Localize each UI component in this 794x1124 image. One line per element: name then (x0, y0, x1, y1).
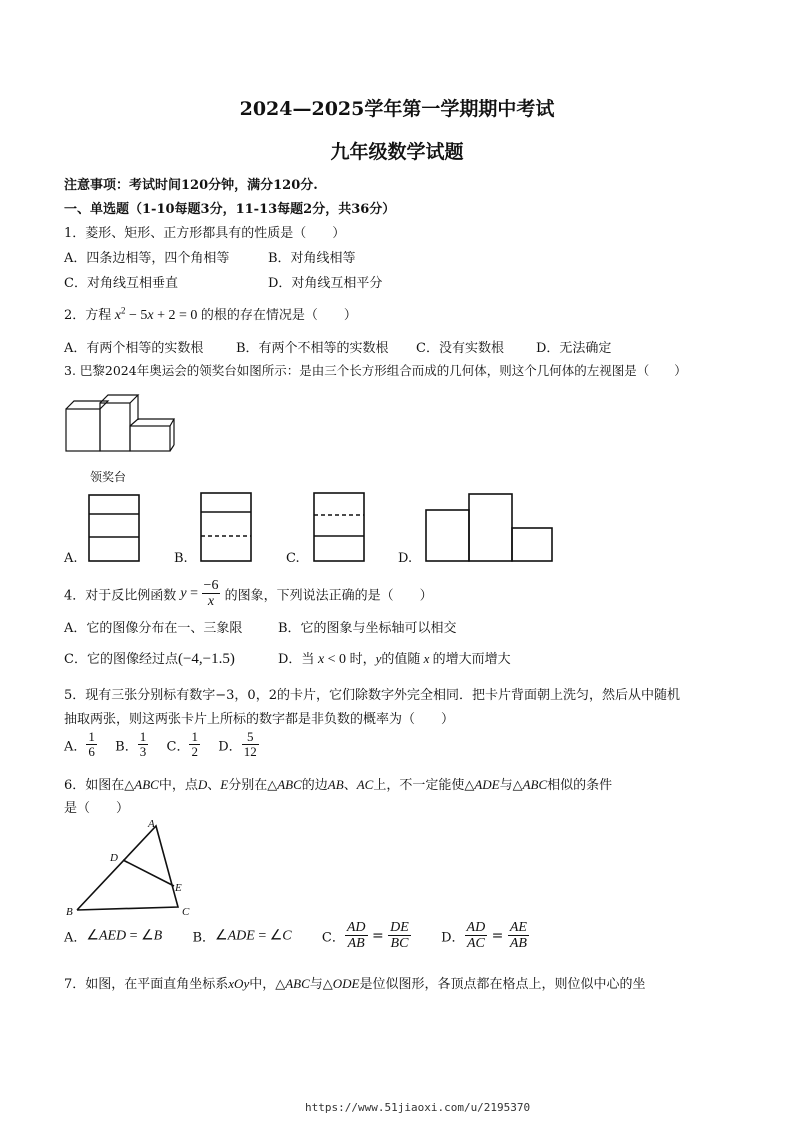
q4-option-c: C．它的图像经过点(−4,−1.5) (64, 651, 235, 667)
q1-stem: 1．菱形、矩形、正方形都具有的性质是（ ） (64, 226, 346, 241)
q1-option-d: D．对角线互相平分 (268, 276, 383, 291)
q3-option-a-figure (88, 494, 140, 562)
svg-text:A: A (148, 818, 155, 830)
q5-frac-b: $\frac{1}{3}$ (139, 729, 147, 760)
q5-frac-a: $\frac{1}{6}$ (88, 729, 95, 760)
footer-url[interactable]: https://www.51jiaoxi.com/u/2195370 (305, 1101, 531, 1114)
svg-text:C: C (182, 906, 190, 918)
q5-line1: 5．现有三张分别标有数字−3，0，2的卡片，它们除数字外完全相同．把卡片背面朝上洗匀，然后从中随机 (64, 688, 680, 703)
q4-option-a: A．它的图像分布在一、三象限 (64, 621, 243, 636)
q2-option-d: D．无法确定 (536, 341, 612, 356)
q6-line2: 是（ ） (64, 801, 130, 816)
q3-option-b: B. (174, 551, 188, 566)
svg-text:D: D (110, 852, 118, 864)
q3-option-d-figure (425, 493, 555, 563)
q4-function: y = (180, 585, 202, 601)
exam-title: 2024—2025学年第一学期期中考试 (239, 98, 555, 120)
q3-stem: 3. 巴黎2024年奥运会的领奖台如图所示：是由三个长方形组合而成的几何体，则这个几何体的左视图是（ ） (64, 363, 687, 378)
q1-option-c: C．对角线互相垂直 (64, 276, 178, 291)
q5-frac-c: $\frac{1}{2}$ (191, 729, 198, 760)
q5-frac-d: $\frac{5}{12}$ (243, 729, 257, 760)
q3-option-c: C. (286, 551, 300, 566)
q6-options: A．∠AED = ∠B B．∠ADE = ∠C C． $\frac{AD}{AB}$ = $\frac{DE}{BC}$ D． $\frac{AD}{AC}$ = $\frac{AE}{AB}$ (64, 920, 527, 952)
podium-caption: 领奖台 (90, 470, 127, 484)
exam-subtitle: 九年级数学试题 (330, 141, 464, 163)
q3-option-d: D. (398, 551, 413, 566)
notice: 注意事项：考试时间120分钟，满分120分. (64, 178, 318, 193)
q1-option-b: B．对角线相等 (268, 251, 356, 266)
q4-stem: 4．对于反比例函数 y = $\frac{-6}{x}$ 的图象，下列说法正确的是（ ） (64, 578, 433, 610)
section-heading: 一、单选题（1-10每题3分，11-13每题2分，共36分） (64, 202, 396, 217)
q2-equation: $x^2 - 5x + 2 = 0$ (114, 305, 201, 323)
q3-option-c-figure (313, 492, 365, 562)
podium-figure (66, 393, 176, 455)
q4-point: (−4,−1.5) (177, 651, 235, 667)
q3-option-a: A. (64, 551, 78, 566)
svg-text:E: E (175, 882, 182, 894)
svg-text:B: B (66, 906, 73, 918)
q4-fraction: $\frac{-6}{x}$ (203, 578, 219, 610)
q2-option-b: B．有两个不相等的实数根 (236, 341, 389, 356)
q3-option-b-figure (200, 492, 252, 562)
q2-option-c: C．没有实数根 (416, 341, 504, 356)
q4-option-b: B．它的图象与坐标轴可以相交 (278, 621, 457, 636)
q4-option-d: D．当 x < 0 时，y的值随 x 的增大而增大 (278, 651, 511, 667)
q5-line2: 抽取两张，则这两张卡片上所标的数字都是非负数的概率为（ ） (64, 712, 455, 727)
q2-stem: 2．方程 $x^2 - 5x + 2 = 0$ 的根的存在情况是（ ） (64, 305, 357, 323)
q2-option-a: A．有两个相等的实数根 (64, 341, 204, 356)
q1-option-a: A．四条边相等，四个角相等 (64, 251, 230, 266)
q5-options: A． $\frac{1}{6}$ B． $\frac{1}{3}$ C． $\frac{1}{2}$ D． $\frac{5}{12}$ (64, 729, 257, 760)
q6-line1: 6．如图在△ABC中，点D、E分别在△ABC的边AB、AC上，不一定能使△ADE与△ABC相似的条件 (64, 777, 613, 793)
q7-stem: 7．如图，在平面直角坐标系xOy中，△ABC与△ODE是位似图形，各顶点都在格点上，则位似中心的坐 (64, 976, 646, 992)
q6-triangle-figure (60, 815, 200, 920)
